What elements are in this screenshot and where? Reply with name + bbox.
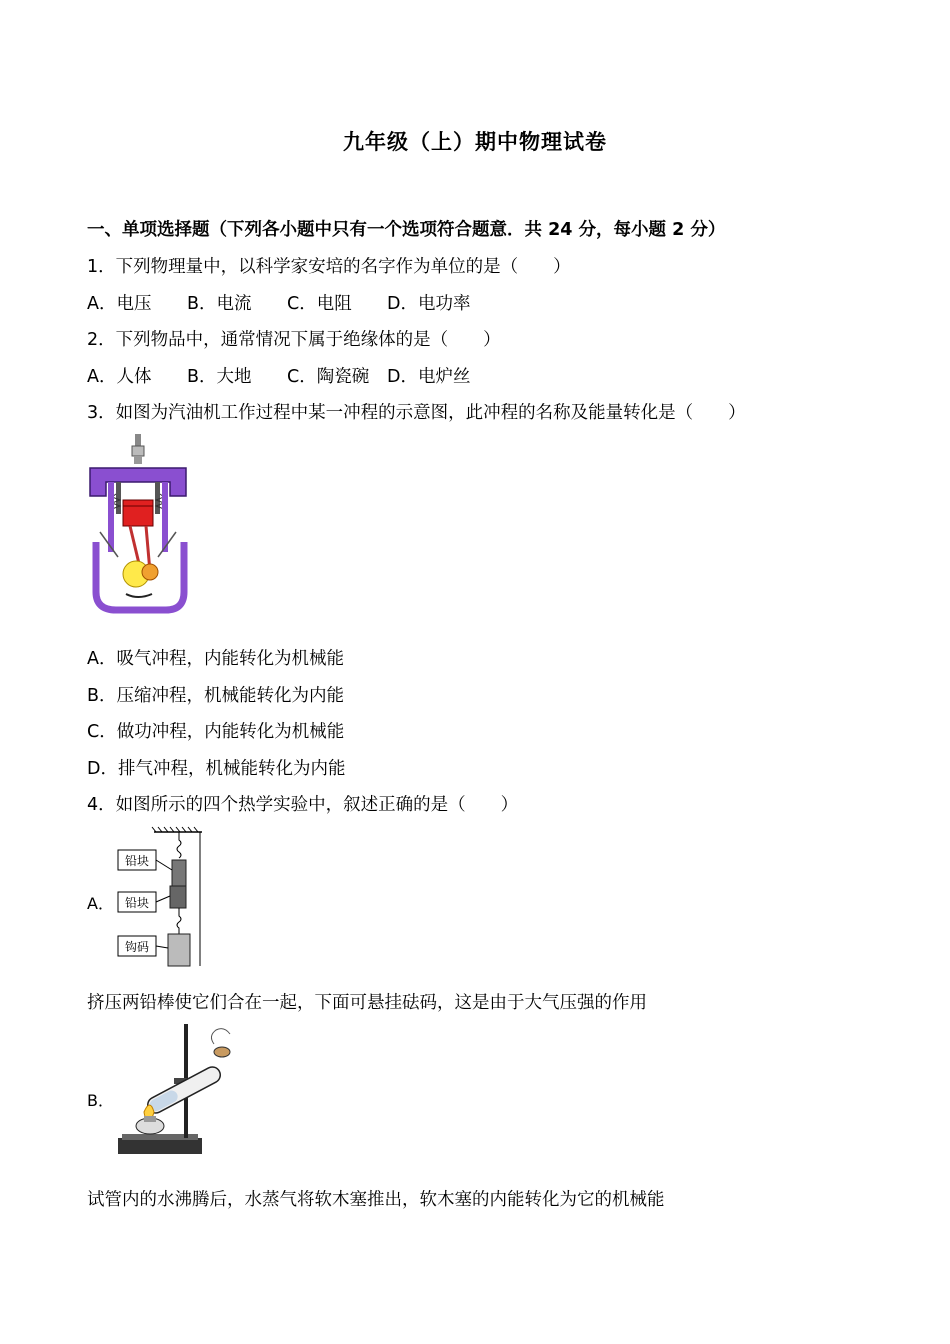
q3-option-d[interactable]: D．排气冲程，机械能转化为内能 [87,759,346,779]
q2-option-c[interactable]: C．陶瓷碗 [287,367,370,387]
question-1-stem: 1．下列物理量中，以科学家安培的名字作为单位的是（ ） [87,257,571,277]
q3-option-b[interactable]: B．压缩冲程，机械能转化为内能 [87,686,345,706]
q4-option-b-label[interactable]: B． [87,1091,114,1110]
engine-cylinder-figure [86,432,196,614]
q2-option-b[interactable]: B．大地 [187,367,252,387]
fig-label-lead-1: 铅块 [124,854,150,868]
section-heading: 一、单项选择题（下列各小题中只有一个选项符合题意．共 24 分，每小题 2 分） [87,220,726,240]
question-2-options [87,363,470,388]
q2-option-a[interactable]: A．人体 [87,367,152,387]
lead-blocks-figure [114,826,206,968]
q3-option-c[interactable]: C．做功冲程，内能转化为机械能 [87,722,345,742]
question-2-stem: 2．下列物品中，通常情况下属于绝缘体的是（ ） [87,330,501,350]
test-tube-stand-figure [114,1022,238,1158]
q2-option-d[interactable]: D．电炉丝 [387,367,471,387]
question-1-options [87,290,470,315]
q4-option-b-text: 试管内的水沸腾后，水蒸气将软木塞推出，软木塞的内能转化为它的机械能 [87,1190,665,1210]
q1-option-b[interactable]: B．电流 [187,294,252,314]
q3-option-a[interactable]: A．吸气冲程，内能转化为机械能 [87,649,344,669]
page-title: 九年级（上）期中物理试卷 [343,130,607,154]
q1-option-a[interactable]: A．电压 [87,294,152,314]
question-3-stem: 3．如图为汽油机工作过程中某一冲程的示意图，此冲程的名称及能量转化是（ ） [87,403,746,423]
q1-option-d[interactable]: D．电功率 [387,294,471,314]
q1-option-c[interactable]: C．电阻 [287,294,352,314]
q4-option-a-label[interactable]: A． [87,894,114,913]
fig-label-lead-2: 铅块 [124,896,150,910]
question-4-stem: 4．如图所示的四个热学实验中，叙述正确的是（ ） [87,795,519,815]
fig-label-weight: 钩码 [124,940,150,954]
q4-option-a-text: 挤压两铅棒使它们合在一起，下面可悬挂砝码，这是由于大气压强的作用 [87,993,647,1013]
